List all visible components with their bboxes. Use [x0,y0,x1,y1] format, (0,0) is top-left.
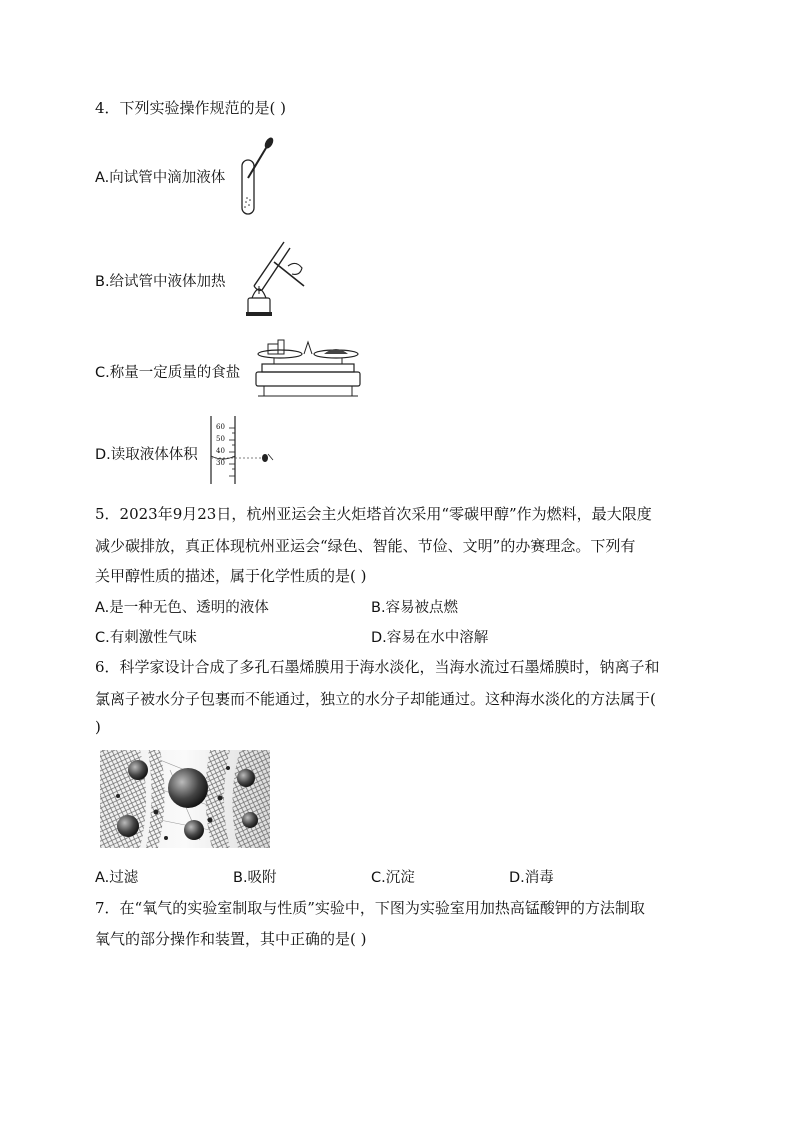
cylinder-tick-30: 30 [216,459,225,467]
q6-option-b[interactable]: B.吸附 [233,870,277,886]
q6-stem-line-1: 6．科学家设计合成了多孔石墨烯膜用于海水淡化，当海水流过石墨烯膜时，钠离子和 [95,658,660,676]
balance-scale-figure [254,340,362,406]
q4-option-c[interactable]: C.称量一定质量的食盐 [95,365,241,381]
graphene-membrane-image [100,750,270,848]
q5-option-b[interactable]: B.容易被点燃 [371,600,459,616]
q4-stem: 4．下列实验操作规范的是( ) [95,99,287,117]
q5-stem-line-3: 关甲醇性质的描述，属于化学性质的是( ) [95,567,367,585]
cylinder-tick-40: 40 [216,447,225,455]
q5-option-c[interactable]: C.有刺激性气味 [95,630,197,646]
q7-stem-line-1: 7．在“氧气的实验室制取与性质”实验中，下图为实验室用加热高锰酸钾的方法制取 [95,899,645,917]
q5-stem-line-1: 5．2023年9月23日，杭州亚运会主火炬塔首次采用“零碳甲醇”作为燃料，最大限度 [95,505,652,523]
q4-option-d[interactable]: D.读取液体体积 [95,447,198,463]
cylinder-tick-60: 60 [216,423,225,431]
q6-option-d[interactable]: D.消毒 [509,870,554,886]
q7-stem-line-2: 氧气的部分操作和装置，其中正确的是( ) [95,930,367,948]
q5-stem-line-2: 减少碳排放，真正体现杭州亚运会“绿色、智能、节俭、文明”的办赛理念。下列有 [95,537,636,555]
q6-option-c[interactable]: C.沉淀 [371,870,415,886]
cylinder-tick-50: 50 [216,435,225,443]
test-tube-heating-figure [238,236,308,318]
q6-option-a[interactable]: A.过滤 [95,870,139,886]
q6-stem-line-2: 氯离子被水分子包裹而不能通过，独立的水分子却能通过。这种海水淡化的方法属于( [95,690,656,708]
dropper-test-tube-figure [236,136,281,218]
q4-option-a[interactable]: A.向试管中滴加液体 [95,170,226,186]
q6-stem-line-3: ) [95,718,101,736]
q5-option-a[interactable]: A.是一种无色、透明的液体 [95,600,269,616]
q5-option-d[interactable]: D.容易在水中溶解 [371,630,489,646]
q4-option-b[interactable]: B.给试管中液体加热 [95,274,226,290]
